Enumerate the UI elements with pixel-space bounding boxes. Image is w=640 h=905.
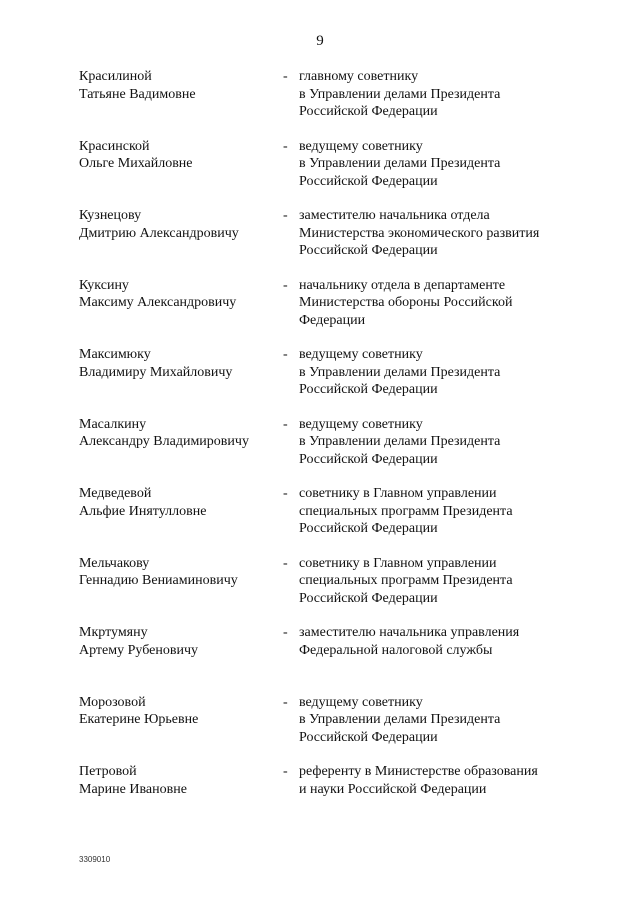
surname: Красилиной [79, 69, 152, 84]
person-name [79, 138, 279, 173]
position-title [299, 624, 619, 659]
award-list [0, 68, 640, 833]
dash-separator: - [283, 555, 288, 571]
position-line: ведущему советнику [299, 138, 423, 154]
given-name: Артему Рубеновичу [79, 642, 199, 658]
surname: Максимюку [79, 347, 151, 362]
surname: Мкртумяну [79, 625, 148, 640]
position-line: главному советнику [299, 69, 419, 84]
position-line: Российской Федерации [299, 729, 438, 745]
position-line: ведущему советнику [299, 347, 423, 362]
given-name: Альфие Инятулловне [79, 503, 207, 519]
given-name: Дмитрию Александровичу [79, 225, 239, 241]
list-item [0, 485, 640, 555]
position-line: заместителю начальника управления [299, 625, 520, 640]
position-line: Российской Федерации [299, 243, 438, 258]
surname: Медведевой [79, 486, 152, 501]
position-line: Федеральной налоговой службы [299, 642, 493, 658]
dash-separator: - [283, 486, 288, 501]
position-line: Российской Федерации [299, 104, 438, 119]
person-name [79, 624, 279, 659]
dash-separator: - [283, 277, 288, 293]
given-name: Максиму Александровичу [79, 295, 237, 310]
position-line: специальных программ Президента [299, 573, 513, 588]
list-item [0, 68, 640, 138]
dash-separator: - [283, 69, 288, 84]
position-line: в Управлении делами Президента [299, 364, 501, 380]
position-line: и науки Российской Федерации [299, 781, 487, 797]
surname: Морозовой [79, 694, 146, 710]
position-title [299, 763, 619, 798]
list-item [0, 138, 640, 208]
position-title [299, 416, 619, 469]
dash-separator: - [283, 416, 288, 432]
person-name [79, 346, 279, 381]
position-title [299, 694, 619, 747]
dash-separator: - [283, 138, 288, 154]
surname: Петровой [79, 764, 137, 779]
person-name [79, 68, 279, 103]
position-line: Российской Федерации [299, 590, 438, 606]
position-title [299, 68, 619, 121]
list-item [0, 694, 640, 764]
list-item [0, 416, 640, 486]
list-item [0, 277, 640, 347]
list-item [0, 207, 640, 277]
list-item [0, 624, 640, 694]
dash-separator: - [283, 347, 288, 362]
position-title [299, 555, 619, 608]
list-item [0, 555, 640, 625]
position-line: ведущему советнику [299, 416, 423, 432]
given-name: Ольге Михайловне [79, 156, 193, 171]
dash-separator: - [283, 694, 288, 710]
given-name: Александру Владимировичу [79, 434, 249, 449]
person-name [79, 485, 279, 520]
surname: Красинской [79, 138, 150, 154]
given-name: Марине Ивановне [79, 781, 187, 797]
list-item [0, 346, 640, 416]
person-name [79, 694, 279, 729]
position-line: советнику в Главном управлении [299, 555, 497, 571]
given-name: Екатерине Юрьевне [79, 712, 199, 727]
position-line: референту в Министерстве образования [299, 764, 538, 779]
document-code: 3309010 [79, 855, 111, 864]
position-line: советнику в Главном управлении [299, 486, 497, 501]
position-title [299, 346, 619, 399]
position-line: Российской Федерации [299, 521, 438, 536]
surname: Мельчакову [79, 555, 150, 571]
position-line: Министерства экономического развития [299, 225, 540, 241]
given-name: Татьяне Вадимовне [79, 86, 196, 102]
position-line: Российской Федерации [299, 382, 438, 397]
position-line: Министерства обороны Российской [299, 295, 513, 310]
person-name [79, 555, 279, 590]
position-title [299, 207, 619, 260]
position-line: заместителю начальника отдела [299, 208, 490, 223]
given-name: Геннадию Вениаминовичу [79, 573, 238, 588]
list-item [0, 763, 640, 833]
position-line: в Управлении делами Президента [299, 156, 501, 171]
dash-separator: - [283, 764, 288, 779]
person-name [79, 207, 279, 242]
given-name: Владимиру Михайловичу [79, 364, 233, 380]
position-line: Российской Федерации [299, 451, 438, 467]
person-name [79, 277, 279, 312]
surname: Куксину [79, 277, 129, 293]
position-title [299, 138, 619, 191]
position-line: в Управлении делами Президента [299, 86, 501, 102]
position-line: в Управлении делами Президента [299, 434, 501, 449]
surname: Кузнецову [79, 208, 142, 223]
position-line: Федерации [299, 312, 366, 328]
position-line: Российской Федерации [299, 173, 438, 189]
surname: Масалкину [79, 416, 147, 432]
position-line: специальных программ Президента [299, 503, 513, 519]
dash-separator: - [283, 625, 288, 640]
position-line: в Управлении делами Президента [299, 712, 501, 727]
position-line: ведущему советнику [299, 694, 423, 710]
position-title [299, 485, 619, 538]
position-title [299, 277, 619, 330]
person-name [79, 763, 279, 798]
position-line: начальнику отдела в департаменте [299, 277, 506, 293]
person-name [79, 416, 279, 451]
page-number: 9 [316, 33, 324, 49]
dash-separator: - [283, 208, 288, 223]
